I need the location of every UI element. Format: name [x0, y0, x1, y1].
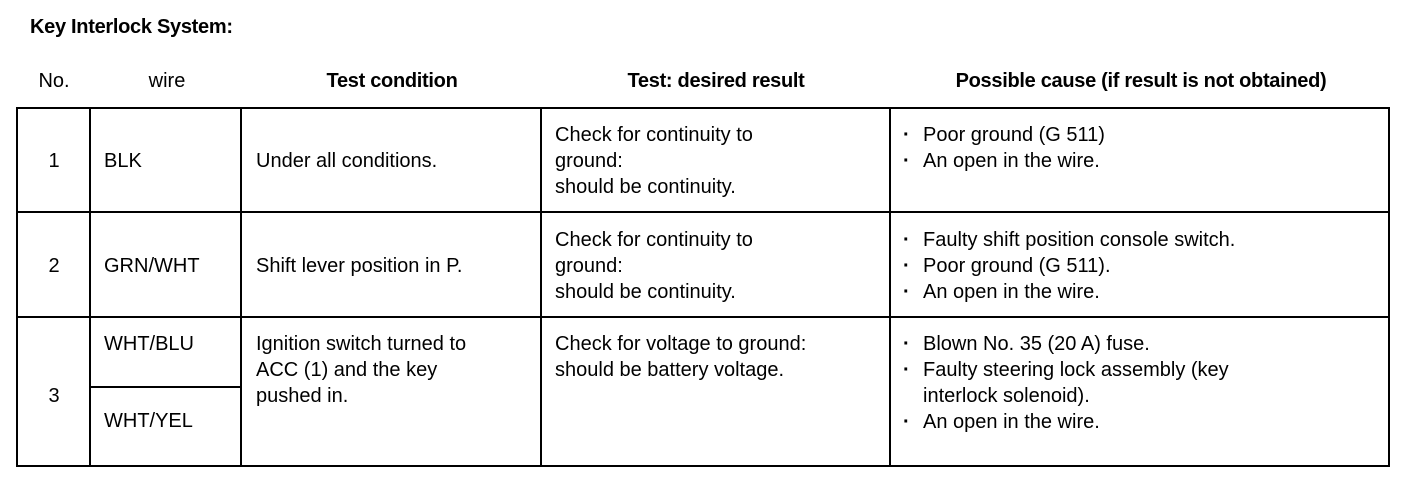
column-divider	[889, 107, 891, 467]
cause-item: · Faulty steering lock assembly (key interlock solenoid).	[903, 357, 1229, 409]
cause-item: · An open in the wire.	[903, 409, 1229, 435]
test-condition: Under all conditions.	[256, 150, 438, 172]
column-divider	[240, 107, 242, 467]
test-condition: Ignition switch turned to ACC (1) and the key pushed in.	[256, 333, 467, 407]
desired-result: Check for voltage to ground: should be battery voltage.	[555, 333, 807, 381]
wire-subrow-divider	[89, 386, 242, 388]
cause-item: · An open in the wire.	[903, 148, 1105, 174]
row-number: 3	[48, 385, 60, 407]
desired-result: Check for continuity to ground: should be continuity.	[555, 124, 753, 198]
cause-item: · Poor ground (G 511).	[903, 253, 1235, 279]
wire-color: WHT/YEL	[104, 410, 193, 432]
header-test-condition: Test condition	[326, 70, 458, 92]
column-divider	[89, 107, 91, 467]
possible-causes	[903, 331, 1229, 435]
desired-result: Check for continuity to ground: should be continuity.	[555, 229, 753, 303]
cause-item: · An open in the wire.	[903, 279, 1235, 305]
possible-causes	[903, 227, 1235, 305]
header-no: No.	[38, 70, 70, 92]
header-possible-cause: Possible cause (if result is not obtained)	[955, 70, 1327, 92]
possible-causes	[903, 122, 1105, 174]
document-title: Key Interlock System:	[30, 16, 233, 38]
cause-item: · Faulty shift position console switch.	[903, 227, 1235, 253]
wire-color: BLK	[104, 150, 142, 172]
column-divider	[540, 107, 542, 467]
test-condition: Shift lever position in P.	[256, 255, 463, 277]
cause-item: · Blown No. 35 (20 A) fuse.	[903, 331, 1229, 357]
row-number: 1	[48, 150, 60, 172]
row-divider	[16, 316, 1390, 318]
wire-color: GRN/WHT	[104, 255, 200, 277]
cause-item: · Poor ground (G 511)	[903, 122, 1105, 148]
row-divider	[16, 211, 1390, 213]
header-wire: wire	[148, 70, 186, 92]
wire-color: WHT/BLU	[104, 333, 194, 355]
row-number: 2	[48, 255, 60, 277]
header-desired-result: Test: desired result	[627, 70, 805, 92]
